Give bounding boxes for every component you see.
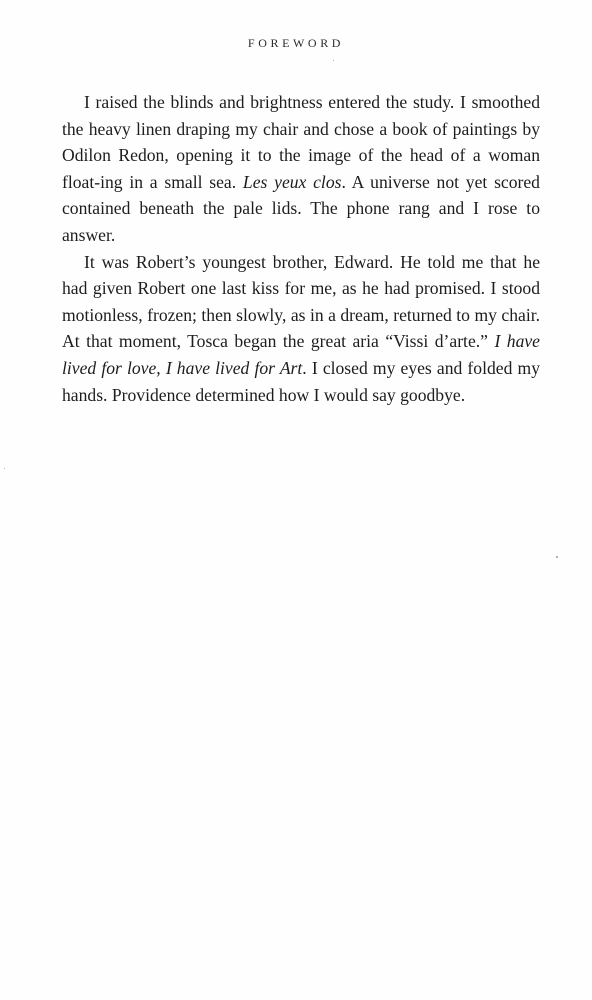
paragraph-2-italic-quote: I have lived for love, I have lived for Art (62, 331, 540, 378)
paper-speck (333, 60, 334, 61)
paper-speck (556, 556, 558, 558)
paragraph-1 (62, 89, 540, 249)
paragraph-2-text-a: It was Robert’s youngest brother, Edward. He told me that he had given Robert one last kiss for me, as he had promised. I stood motionless, frozen; then slowly, as in a dream, returned to my chair. At that moment, Tosca began the great aria “Vissi d’arte.” (62, 251, 540, 352)
paragraph-1-text-b: . A universe not yet scored contained beneath the pale lids. The phone rang and I rose to answer. (62, 171, 540, 245)
paragraph-1-italic-title: Les yeux clos (242, 171, 342, 192)
paragraph-1-text-a: I raised the blinds and brightness entered the study. I smoothed the heavy linen draping my chair and chose a book of paintings by Odilon Redon, opening it to the image of the head of a woman float-ing in a small sea. (62, 92, 540, 192)
paper-speck (4, 468, 5, 469)
body-text (62, 89, 540, 408)
running-head: FOREWORD (247, 36, 345, 50)
paragraph-2 (62, 249, 540, 409)
paragraph-2-text-b: . I closed my eyes and folded my hands. Providence determined how I would say goodbye. (62, 357, 540, 405)
